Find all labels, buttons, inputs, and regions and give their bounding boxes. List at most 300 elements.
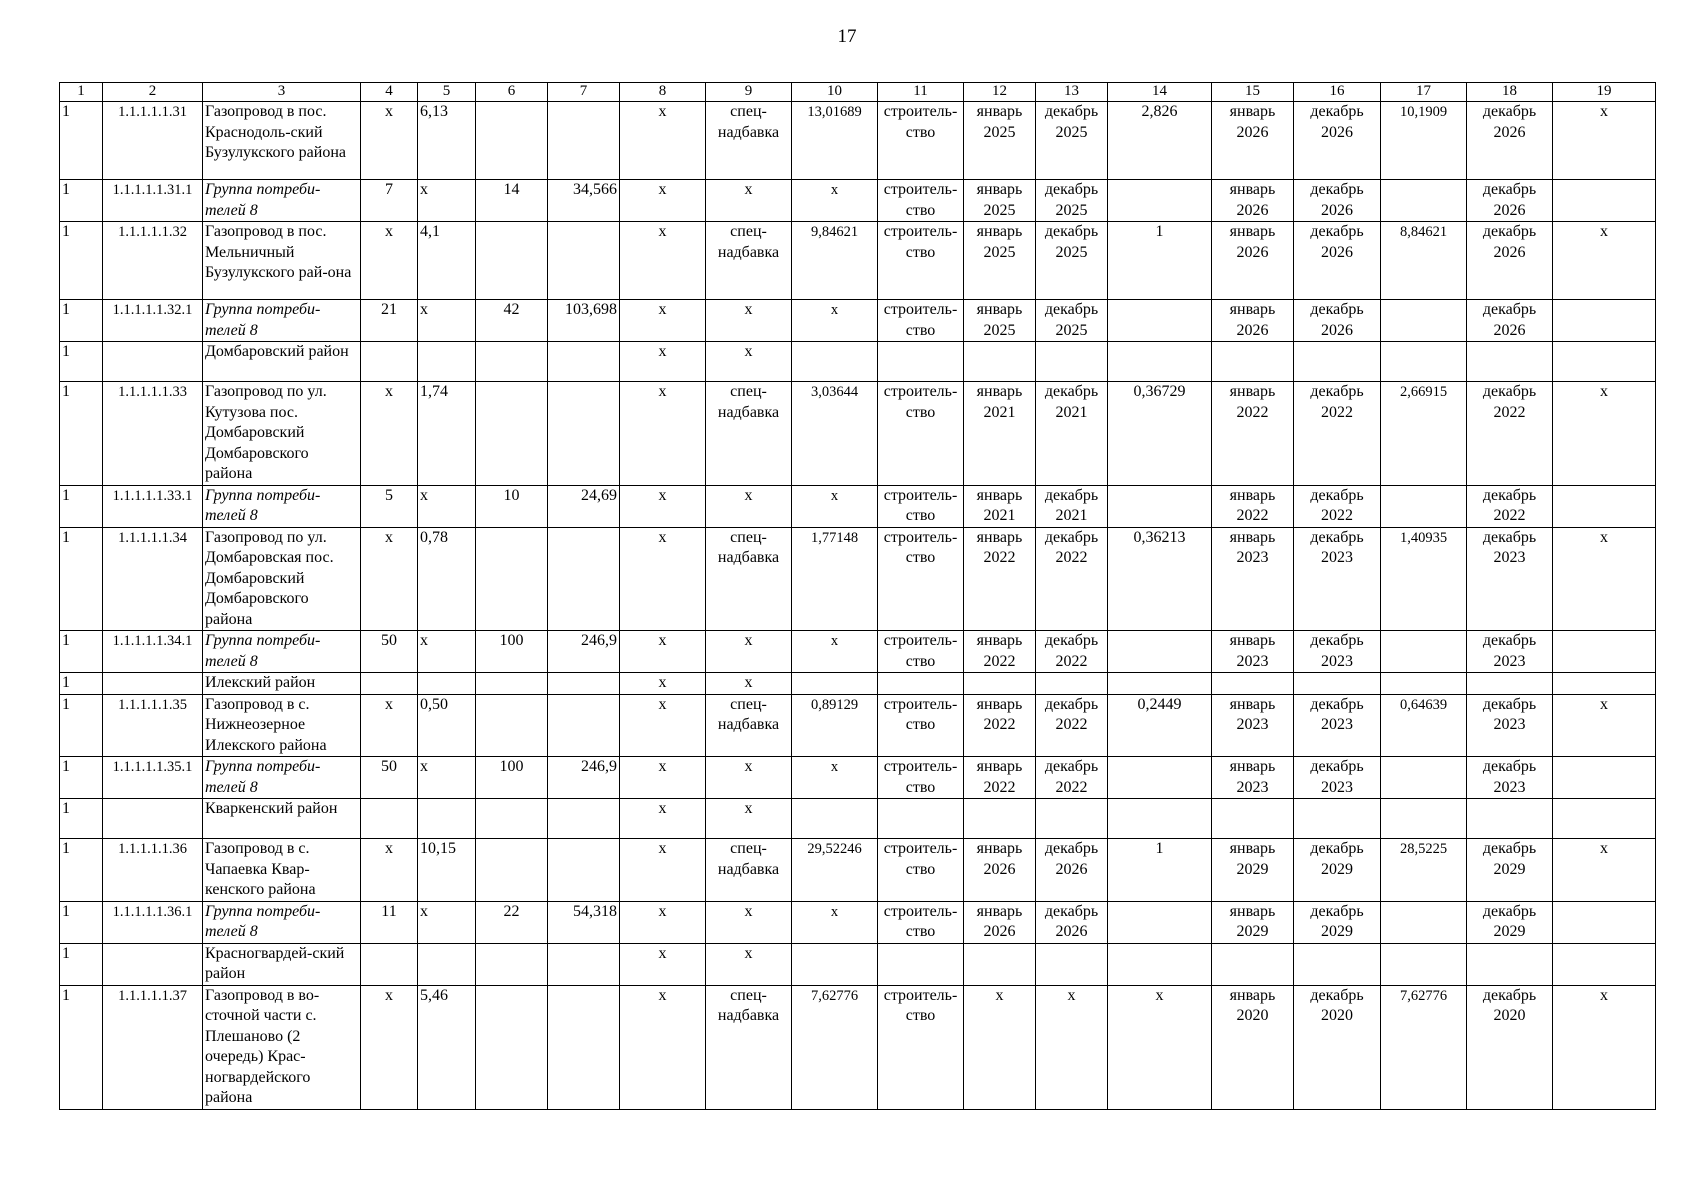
table-cell-col-4	[361, 943, 418, 985]
table-cell-col-8: x	[620, 757, 706, 799]
table-cell-col-4: 50	[361, 631, 418, 673]
table-cell-col-11: строитель-ство	[878, 102, 964, 180]
table-body	[60, 83, 1656, 1110]
table-cell-col-9: x	[706, 943, 792, 985]
table-cell-col-17	[1381, 901, 1467, 943]
table-cell-col-9: x	[706, 673, 792, 695]
table-cell-col-1: 1	[60, 839, 103, 902]
table-cell-col-19	[1553, 943, 1656, 985]
table-cell-col-13	[1036, 799, 1108, 839]
table-cell-col-19: x	[1553, 985, 1656, 1109]
table-cell-col-1: 1	[60, 180, 103, 222]
table-cell-col-8: x	[620, 102, 706, 180]
table-cell-col-6	[476, 673, 548, 695]
table-cell-col-15: январь 2026	[1212, 300, 1294, 342]
table-cell-col-4	[361, 673, 418, 695]
table-cell-col-17: 0,64639	[1381, 694, 1467, 757]
table-cell-col-12: январь 2021	[964, 382, 1036, 486]
table-cell-col-15: январь 2023	[1212, 757, 1294, 799]
column-header: 4	[361, 83, 418, 102]
table-cell-col-11: строитель-ство	[878, 222, 964, 300]
table-cell-col-4: 7	[361, 180, 418, 222]
table-cell-col-2: 1.1.1.1.1.31	[103, 102, 203, 180]
table-cell-col-11	[878, 943, 964, 985]
table-cell-col-18: декабрь 2022	[1467, 485, 1553, 527]
table-cell-col-5	[418, 943, 476, 985]
table-cell-col-16: декабрь 2026	[1294, 300, 1381, 342]
column-header: 7	[548, 83, 620, 102]
table-cell-col-6: 100	[476, 757, 548, 799]
table-cell-col-4	[361, 799, 418, 839]
table-cell-col-name: Группа потреби-телей 8	[203, 757, 361, 799]
table-cell-col-9: x	[706, 631, 792, 673]
table-cell-col-1: 1	[60, 382, 103, 486]
table-cell-col-14: 0,36213	[1108, 527, 1212, 631]
table-cell-col-7: 246,9	[548, 631, 620, 673]
table-cell-col-16: декабрь 2022	[1294, 382, 1381, 486]
table-cell-col-16	[1294, 943, 1381, 985]
table-cell-col-10: 9,84621	[792, 222, 878, 300]
table-cell-col-9: спец-надбавка	[706, 382, 792, 486]
table-cell-col-18: декабрь 2029	[1467, 839, 1553, 902]
column-header: 12	[964, 83, 1036, 102]
table-cell-col-1: 1	[60, 985, 103, 1109]
column-header: 18	[1467, 83, 1553, 102]
table-cell-col-name: Газопровод в во-сточной части с. Плешаново (2 очередь) Крас-ногвардейского района	[203, 985, 361, 1109]
table-row	[60, 757, 1656, 799]
table-cell-col-8: x	[620, 222, 706, 300]
table-cell-col-5	[418, 673, 476, 695]
table-cell-col-16	[1294, 799, 1381, 839]
table-cell-col-12: январь 2022	[964, 631, 1036, 673]
table-cell-col-16: декабрь 2023	[1294, 757, 1381, 799]
table-cell-col-17: 8,84621	[1381, 222, 1467, 300]
table-cell-col-1: 1	[60, 300, 103, 342]
table-cell-col-name: Группа потреби-телей 8	[203, 631, 361, 673]
table-cell-col-9: x	[706, 901, 792, 943]
table-cell-col-14: 0,2449	[1108, 694, 1212, 757]
table-cell-col-17	[1381, 631, 1467, 673]
table-cell-col-1: 1	[60, 527, 103, 631]
table-cell-col-1: 1	[60, 901, 103, 943]
table-cell-col-4: x	[361, 694, 418, 757]
table-row	[60, 527, 1656, 631]
table-cell-col-16: декабрь 2023	[1294, 631, 1381, 673]
table-cell-col-19: x	[1553, 102, 1656, 180]
table-cell-col-18: декабрь 2023	[1467, 527, 1553, 631]
table-cell-col-4: x	[361, 102, 418, 180]
table-cell-col-16	[1294, 673, 1381, 695]
data-table	[59, 82, 1656, 1110]
table-cell-col-10: x	[792, 757, 878, 799]
table-cell-col-1: 1	[60, 943, 103, 985]
table-cell-col-6	[476, 694, 548, 757]
table-cell-col-10: 29,52246	[792, 839, 878, 902]
column-header: 17	[1381, 83, 1467, 102]
table-cell-col-19	[1553, 673, 1656, 695]
table-cell-col-17	[1381, 300, 1467, 342]
table-row	[60, 799, 1656, 839]
table-cell-col-9: спец-надбавка	[706, 102, 792, 180]
table-cell-col-13	[1036, 673, 1108, 695]
table-cell-col-18: декабрь 2023	[1467, 757, 1553, 799]
table-cell-col-1: 1	[60, 799, 103, 839]
table-cell-col-8: x	[620, 985, 706, 1109]
table-cell-col-9: x	[706, 799, 792, 839]
table-cell-col-6: 10	[476, 485, 548, 527]
table-cell-col-4: 50	[361, 757, 418, 799]
table-cell-col-name: Газопровод в с. Нижнеозерное Илекского района	[203, 694, 361, 757]
table-cell-col-12: январь 2026	[964, 839, 1036, 902]
table-cell-col-17	[1381, 180, 1467, 222]
table-cell-col-2: 1.1.1.1.1.32.1	[103, 300, 203, 342]
table-cell-col-7: 103,698	[548, 300, 620, 342]
table-cell-col-2: 1.1.1.1.1.37	[103, 985, 203, 1109]
table-cell-col-17: 2,66915	[1381, 382, 1467, 486]
table-cell-col-2: 1.1.1.1.1.31.1	[103, 180, 203, 222]
table-cell-col-15	[1212, 943, 1294, 985]
table-row	[60, 102, 1656, 180]
column-header: 1	[60, 83, 103, 102]
table-cell-col-1: 1	[60, 485, 103, 527]
table-cell-col-19	[1553, 342, 1656, 382]
table-cell-col-4: 11	[361, 901, 418, 943]
table-cell-col-9: x	[706, 757, 792, 799]
table-cell-col-2: 1.1.1.1.1.33	[103, 382, 203, 486]
table-cell-col-7	[548, 694, 620, 757]
table-cell-col-14: 1	[1108, 222, 1212, 300]
table-cell-col-4: 5	[361, 485, 418, 527]
table-cell-col-9: спец-надбавка	[706, 527, 792, 631]
table-cell-col-name: Красногвардей-ский район	[203, 943, 361, 985]
table-cell-col-12	[964, 342, 1036, 382]
table-cell-col-4: x	[361, 839, 418, 902]
table-cell-col-2: 1.1.1.1.1.35.1	[103, 757, 203, 799]
table-cell-col-13	[1036, 342, 1108, 382]
table-cell-col-12	[964, 799, 1036, 839]
column-header: 2	[103, 83, 203, 102]
table-cell-col-18: декабрь 2023	[1467, 694, 1553, 757]
table-cell-col-14: 1	[1108, 839, 1212, 902]
table-cell-col-9: спец-надбавка	[706, 985, 792, 1109]
table-cell-col-13: декабрь 2026	[1036, 839, 1108, 902]
table-cell-col-10	[792, 673, 878, 695]
table-cell-col-9: x	[706, 485, 792, 527]
table-cell-col-14	[1108, 673, 1212, 695]
table-cell-col-6: 42	[476, 300, 548, 342]
table-cell-col-18: декабрь 2023	[1467, 631, 1553, 673]
table-cell-col-7: 246,9	[548, 757, 620, 799]
table-cell-col-12: январь 2021	[964, 485, 1036, 527]
table-cell-col-18: декабрь 2026	[1467, 180, 1553, 222]
table-cell-col-5: x	[418, 901, 476, 943]
table-cell-col-18: декабрь 2020	[1467, 985, 1553, 1109]
table-cell-col-8: x	[620, 527, 706, 631]
table-cell-col-10: x	[792, 631, 878, 673]
table-cell-col-6	[476, 102, 548, 180]
table-cell-col-14: 2,826	[1108, 102, 1212, 180]
table-cell-col-18	[1467, 799, 1553, 839]
table-row	[60, 943, 1656, 985]
table-cell-col-17	[1381, 757, 1467, 799]
table-cell-col-13: декабрь 2025	[1036, 102, 1108, 180]
table-cell-col-10: x	[792, 485, 878, 527]
table-cell-col-5: x	[418, 485, 476, 527]
table-row	[60, 673, 1656, 695]
table-cell-col-12: январь 2022	[964, 694, 1036, 757]
table-cell-col-17	[1381, 342, 1467, 382]
table-cell-col-7: 34,566	[548, 180, 620, 222]
table-cell-col-name: Газопровод по ул. Кутузова пос. Домбаровский Домбаровского района	[203, 382, 361, 486]
table-cell-col-6: 22	[476, 901, 548, 943]
table-cell-col-19: x	[1553, 222, 1656, 300]
table-cell-col-14	[1108, 180, 1212, 222]
table-cell-col-4: x	[361, 985, 418, 1109]
table-cell-col-13	[1036, 943, 1108, 985]
table-cell-col-14	[1108, 631, 1212, 673]
table-cell-col-10: 13,01689	[792, 102, 878, 180]
table-cell-col-11: строитель-ство	[878, 300, 964, 342]
column-header: 11	[878, 83, 964, 102]
table-cell-col-8: x	[620, 799, 706, 839]
table-cell-col-11: строитель-ство	[878, 839, 964, 902]
table-cell-col-9: спец-надбавка	[706, 839, 792, 902]
table-cell-col-11: строитель-ство	[878, 901, 964, 943]
column-header: 16	[1294, 83, 1381, 102]
table-cell-col-6	[476, 527, 548, 631]
table-cell-col-4: x	[361, 222, 418, 300]
table-cell-col-11: строитель-ство	[878, 180, 964, 222]
table-row	[60, 342, 1656, 382]
table-cell-col-16: декабрь 2026	[1294, 180, 1381, 222]
table-cell-col-name: Газопровод в с. Чапаевка Квар-кенского района	[203, 839, 361, 902]
table-cell-col-4: 21	[361, 300, 418, 342]
table-cell-col-11: строитель-ство	[878, 527, 964, 631]
table-cell-col-6	[476, 985, 548, 1109]
table-cell-col-15	[1212, 799, 1294, 839]
table-cell-col-19	[1553, 180, 1656, 222]
table-cell-col-10: 7,62776	[792, 985, 878, 1109]
table-cell-col-7	[548, 382, 620, 486]
table-cell-col-15: январь 2026	[1212, 102, 1294, 180]
table-cell-col-2: 1.1.1.1.1.35	[103, 694, 203, 757]
table-cell-col-1: 1	[60, 673, 103, 695]
table-cell-col-1: 1	[60, 694, 103, 757]
table-cell-col-12	[964, 673, 1036, 695]
table-cell-col-1: 1	[60, 757, 103, 799]
table-cell-col-5: 10,15	[418, 839, 476, 902]
table-cell-col-18	[1467, 342, 1553, 382]
table-cell-col-16: декабрь 2029	[1294, 839, 1381, 902]
table-row	[60, 300, 1656, 342]
table-cell-col-8: x	[620, 901, 706, 943]
table-cell-col-2	[103, 342, 203, 382]
table-cell-col-2: 1.1.1.1.1.33.1	[103, 485, 203, 527]
table-cell-col-8: x	[620, 839, 706, 902]
table-cell-col-2: 1.1.1.1.1.36	[103, 839, 203, 902]
table-cell-col-5	[418, 799, 476, 839]
table-cell-col-19: x	[1553, 382, 1656, 486]
table-cell-col-12: январь 2025	[964, 180, 1036, 222]
table-cell-col-15: январь 2023	[1212, 527, 1294, 631]
column-header: 5	[418, 83, 476, 102]
table-cell-col-7	[548, 799, 620, 839]
table-cell-col-7	[548, 527, 620, 631]
table-cell-col-19: x	[1553, 694, 1656, 757]
table-cell-col-name: Домбаровский район	[203, 342, 361, 382]
column-header: 9	[706, 83, 792, 102]
table-cell-col-14	[1108, 901, 1212, 943]
table-cell-col-5: 0,78	[418, 527, 476, 631]
table-row	[60, 694, 1656, 757]
table-cell-col-5: x	[418, 631, 476, 673]
table-cell-col-10	[792, 799, 878, 839]
page-number: 17	[837, 26, 857, 47]
table-cell-col-5: x	[418, 180, 476, 222]
table-cell-col-13: декабрь 2022	[1036, 527, 1108, 631]
table-row	[60, 485, 1656, 527]
column-header: 3	[203, 83, 361, 102]
table-cell-col-6	[476, 342, 548, 382]
table-cell-col-14	[1108, 300, 1212, 342]
table-cell-col-name: Группа потреби-телей 8	[203, 300, 361, 342]
table-cell-col-6	[476, 943, 548, 985]
table-cell-col-7	[548, 342, 620, 382]
table-cell-col-name: Кваркенский район	[203, 799, 361, 839]
table-cell-col-2: 1.1.1.1.1.34.1	[103, 631, 203, 673]
table-cell-col-17: 1,40935	[1381, 527, 1467, 631]
table-cell-col-5: x	[418, 757, 476, 799]
table-cell-col-15	[1212, 673, 1294, 695]
table-header-row	[60, 83, 1656, 102]
column-header: 10	[792, 83, 878, 102]
table-cell-col-7	[548, 102, 620, 180]
table-cell-col-17	[1381, 673, 1467, 695]
table-cell-col-12: январь 2025	[964, 222, 1036, 300]
table-cell-col-16: декабрь 2022	[1294, 485, 1381, 527]
table-cell-col-17	[1381, 799, 1467, 839]
table-cell-col-17: 7,62776	[1381, 985, 1467, 1109]
table-cell-col-17: 28,5225	[1381, 839, 1467, 902]
table-cell-col-5: 5,46	[418, 985, 476, 1109]
table-cell-col-5: 1,74	[418, 382, 476, 486]
table-row	[60, 382, 1656, 486]
table-row	[60, 222, 1656, 300]
table-cell-col-8: x	[620, 300, 706, 342]
table-cell-col-1: 1	[60, 222, 103, 300]
table-cell-col-14	[1108, 757, 1212, 799]
table-cell-col-11: строитель-ство	[878, 631, 964, 673]
table-cell-col-5	[418, 342, 476, 382]
table-cell-col-6: 14	[476, 180, 548, 222]
table-cell-col-13: декабрь 2026	[1036, 901, 1108, 943]
table-cell-col-11: строитель-ство	[878, 985, 964, 1109]
table-cell-col-12: январь 2025	[964, 300, 1036, 342]
table-cell-col-19	[1553, 485, 1656, 527]
table-cell-col-name: Газопровод в пос. Мельничный Бузулукского рай-она	[203, 222, 361, 300]
table-cell-col-14: 0,36729	[1108, 382, 1212, 486]
table-row	[60, 985, 1656, 1109]
table-cell-col-2	[103, 673, 203, 695]
table-cell-col-11	[878, 799, 964, 839]
table-cell-col-13: x	[1036, 985, 1108, 1109]
table-cell-col-5: x	[418, 300, 476, 342]
table-cell-col-19	[1553, 799, 1656, 839]
table-cell-col-13: декабрь 2021	[1036, 382, 1108, 486]
table-cell-col-17: 10,1909	[1381, 102, 1467, 180]
table-cell-col-7	[548, 839, 620, 902]
table-cell-col-16: декабрь 2026	[1294, 102, 1381, 180]
table-cell-col-15: январь 2020	[1212, 985, 1294, 1109]
table-cell-col-19: x	[1553, 527, 1656, 631]
table-cell-col-4	[361, 342, 418, 382]
table-cell-col-9: x	[706, 180, 792, 222]
table-cell-col-16: декабрь 2023	[1294, 527, 1381, 631]
table-cell-col-14	[1108, 485, 1212, 527]
table-cell-col-19	[1553, 757, 1656, 799]
table-cell-col-7: 24,69	[548, 485, 620, 527]
table-cell-col-11: строитель-ство	[878, 382, 964, 486]
table-cell-col-11: строитель-ство	[878, 757, 964, 799]
table-cell-col-13: декабрь 2022	[1036, 631, 1108, 673]
table-cell-col-18	[1467, 943, 1553, 985]
table-cell-col-11: строитель-ство	[878, 485, 964, 527]
table-cell-col-19: x	[1553, 839, 1656, 902]
table-cell-col-18: декабрь 2026	[1467, 300, 1553, 342]
table-cell-col-16: декабрь 2029	[1294, 901, 1381, 943]
table-cell-col-7	[548, 943, 620, 985]
table-cell-col-15: январь 2023	[1212, 694, 1294, 757]
table-cell-col-13: декабрь 2025	[1036, 222, 1108, 300]
table-cell-col-14	[1108, 342, 1212, 382]
table-cell-col-10	[792, 342, 878, 382]
table-cell-col-13: декабрь 2022	[1036, 757, 1108, 799]
table-cell-col-name: Газопровод по ул. Домбаровская пос. Домбаровский Домбаровского района	[203, 527, 361, 631]
table-cell-col-2	[103, 943, 203, 985]
table-cell-col-8: x	[620, 694, 706, 757]
table-cell-col-8: x	[620, 485, 706, 527]
column-header: 19	[1553, 83, 1656, 102]
table-cell-col-10: 0,89129	[792, 694, 878, 757]
table-cell-col-18: декабрь 2026	[1467, 222, 1553, 300]
table-cell-col-12: январь 2022	[964, 757, 1036, 799]
table-cell-col-name: Группа потреби-телей 8	[203, 485, 361, 527]
table-cell-col-18: декабрь 2029	[1467, 901, 1553, 943]
table-cell-col-16: декабрь 2023	[1294, 694, 1381, 757]
column-header: 8	[620, 83, 706, 102]
table-cell-col-13: декабрь 2021	[1036, 485, 1108, 527]
table-cell-col-6: 100	[476, 631, 548, 673]
table-cell-col-12: январь 2025	[964, 102, 1036, 180]
table-cell-col-9: x	[706, 300, 792, 342]
table-cell-col-7: 54,318	[548, 901, 620, 943]
table-cell-col-1: 1	[60, 342, 103, 382]
table-cell-col-12: x	[964, 985, 1036, 1109]
table-cell-col-2: 1.1.1.1.1.34	[103, 527, 203, 631]
table-cell-col-15: январь 2029	[1212, 901, 1294, 943]
table-cell-col-11	[878, 342, 964, 382]
table-cell-col-10: 3,03644	[792, 382, 878, 486]
column-header: 15	[1212, 83, 1294, 102]
table-cell-col-10: x	[792, 180, 878, 222]
table-cell-col-7	[548, 985, 620, 1109]
table-cell-col-14	[1108, 799, 1212, 839]
table-cell-col-17	[1381, 485, 1467, 527]
table-cell-col-19	[1553, 901, 1656, 943]
table-cell-col-19	[1553, 631, 1656, 673]
table-cell-col-6	[476, 839, 548, 902]
table-cell-col-2	[103, 799, 203, 839]
